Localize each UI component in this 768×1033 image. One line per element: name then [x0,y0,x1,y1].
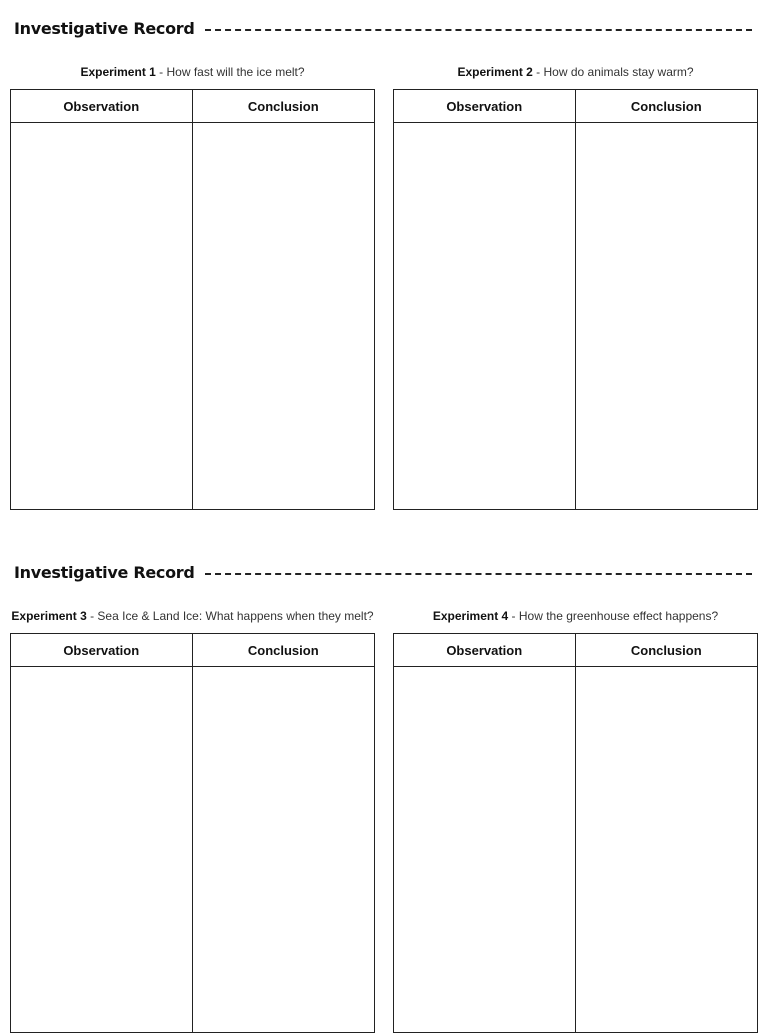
experiment-label: Experiment 3 [11,609,87,623]
experiment-label: Experiment 4 [432,609,509,623]
conclusion-cell[interactable] [193,123,375,509]
observation-cell[interactable] [394,123,576,509]
experiment-1-table [10,89,375,510]
record-header-1 [14,17,752,39]
experiment-question: - How fast will the ice melt? [155,65,305,79]
observation-cell[interactable] [394,667,576,1032]
conclusion-cell[interactable] [576,667,758,1032]
experiment-question: - How do animals stay warm? [532,65,694,79]
experiment-4-table [393,633,758,1033]
experiment-question: - Sea Ice & Land Ice: What happens when they melt? [86,609,374,623]
observation-header: Observation [394,634,576,667]
conclusion-header: Conclusion [576,634,758,667]
conclusion-header: Conclusion [193,634,375,667]
experiment-question: - How the greenhouse effect happens? [508,609,719,623]
experiment-3-caption [10,609,375,627]
record-title: Investigative Record [14,18,195,38]
dashed-divider [205,573,752,575]
dashed-divider [205,29,752,31]
experiment-3-table [10,633,375,1033]
observation-header: Observation [394,90,576,123]
observation-header: Observation [11,90,193,123]
experiment-2-caption [393,65,758,83]
experiment-label: Experiment 1 [80,65,156,79]
experiment-1-caption [10,65,375,83]
conclusion-cell[interactable] [193,667,375,1032]
conclusion-header: Conclusion [193,90,375,123]
conclusion-header: Conclusion [576,90,758,123]
experiment-2-table [393,89,758,510]
observation-header: Observation [11,634,193,667]
experiment-label: Experiment 2 [457,65,533,79]
observation-cell[interactable] [11,123,193,509]
conclusion-cell[interactable] [576,123,758,509]
record-title: Investigative Record [14,562,195,582]
observation-cell[interactable] [11,667,193,1032]
experiment-4-caption [393,609,758,627]
record-header-2 [14,561,752,583]
